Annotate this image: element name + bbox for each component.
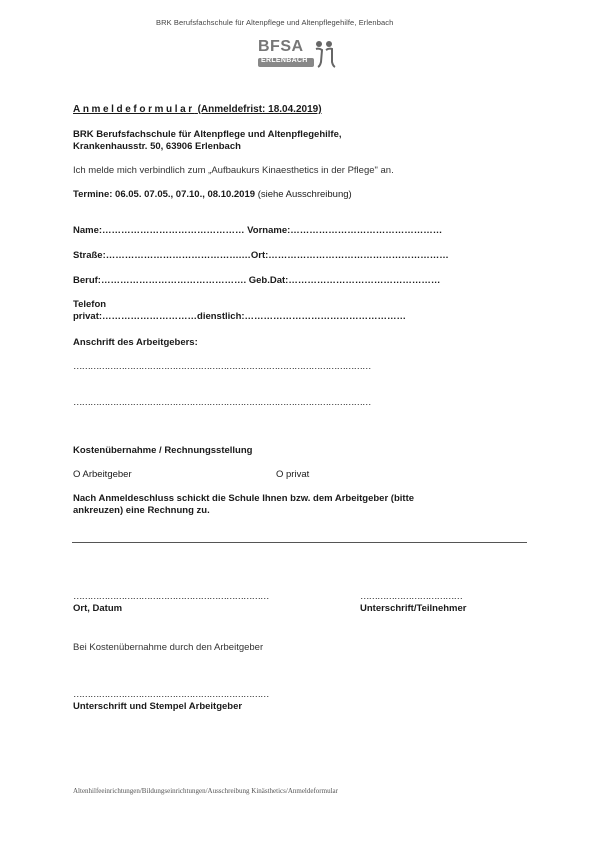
participant-signature-line[interactable]: ……………………………… [360,591,462,602]
name-field[interactable]: Name:……………………………………… Vorname:………………………………………… [73,225,443,236]
billing-note-line-1: Nach Anmeldeschluss schickt die Schule Ihnen bzw. dem Arbeitgeber (bitte [73,493,415,504]
place-date-line[interactable]: …………………………………………………………… [73,591,269,602]
form-deadline: (Anmeldefrist: 18.04.2019) [197,104,322,115]
employer-signature-label: Unterschrift und Stempel Arbeitgeber [73,701,243,712]
phone-field[interactable]: privat:…………………………dienstlich:…………………………………………… [73,311,407,322]
billing-note-line-2: ankreuzen) eine Rechnung zu. [73,505,210,516]
occupation-field[interactable]: Beruf:………………………………………. Geb.Dat:………………………………………… [73,275,441,286]
section-divider [72,542,527,543]
participant-signature-label: Unterschrift/Teilnehmer [360,603,467,614]
course-dates [73,189,352,200]
form-title [73,104,322,115]
form-title-prefix: Anmeldeformular [73,104,195,115]
course-dates-label: Termine: 06.05. 07.05., 07.10., 08.10.2019 [73,189,256,200]
school-logo [258,38,338,72]
billing-option-employer[interactable]: O Arbeitgeber [73,469,132,480]
registration-statement: Ich melde mich verbindlich zum „Aufbaukurs Kinaesthetics in der Pflege" an. [73,165,394,176]
employer-address-line-1[interactable]: …………………………………………………………………………………………… [73,361,371,372]
employer-address-line-2[interactable]: …………………………………………………………………………………………… [73,397,371,408]
header-school-line: BRK Berufsfachschule für Altenpflege und Altenpflegehilfe, Erlenbach [156,18,394,27]
employer-cost-note: Bei Kostenübernahme durch den Arbeitgeber [73,642,264,653]
billing-option-private[interactable]: O privat [276,469,310,480]
phone-label: Telefon [73,299,107,310]
course-dates-note: (siehe Ausschreibung) [257,189,352,200]
place-date-label: Ort, Datum [73,603,123,614]
school-address: Krankenhausstr. 50, 63906 Erlenbach [73,141,241,152]
school-name: BRK Berufsfachschule für Altenpflege und Altenpflegehilfe, [73,129,342,140]
employer-address-label: Anschrift des Arbeitgebers: [73,337,198,348]
employer-signature-line[interactable]: …………………………………………………………… [73,689,269,700]
logo-subtext: ERLENBACH [261,57,308,64]
people-figures-icon [312,40,338,68]
billing-heading: Kostenübernahme / Rechnungsstellung [73,445,253,456]
logo-text: BFSA [258,38,304,55]
footer-path: Altenhilfeeinrichtungen/Bildungseinrichtungen/Ausschreibung Kinästhetics/Anmeldeformular [73,787,338,795]
street-field[interactable]: Straße:…………………………………….…Ort:………………………………………………… [73,250,449,261]
